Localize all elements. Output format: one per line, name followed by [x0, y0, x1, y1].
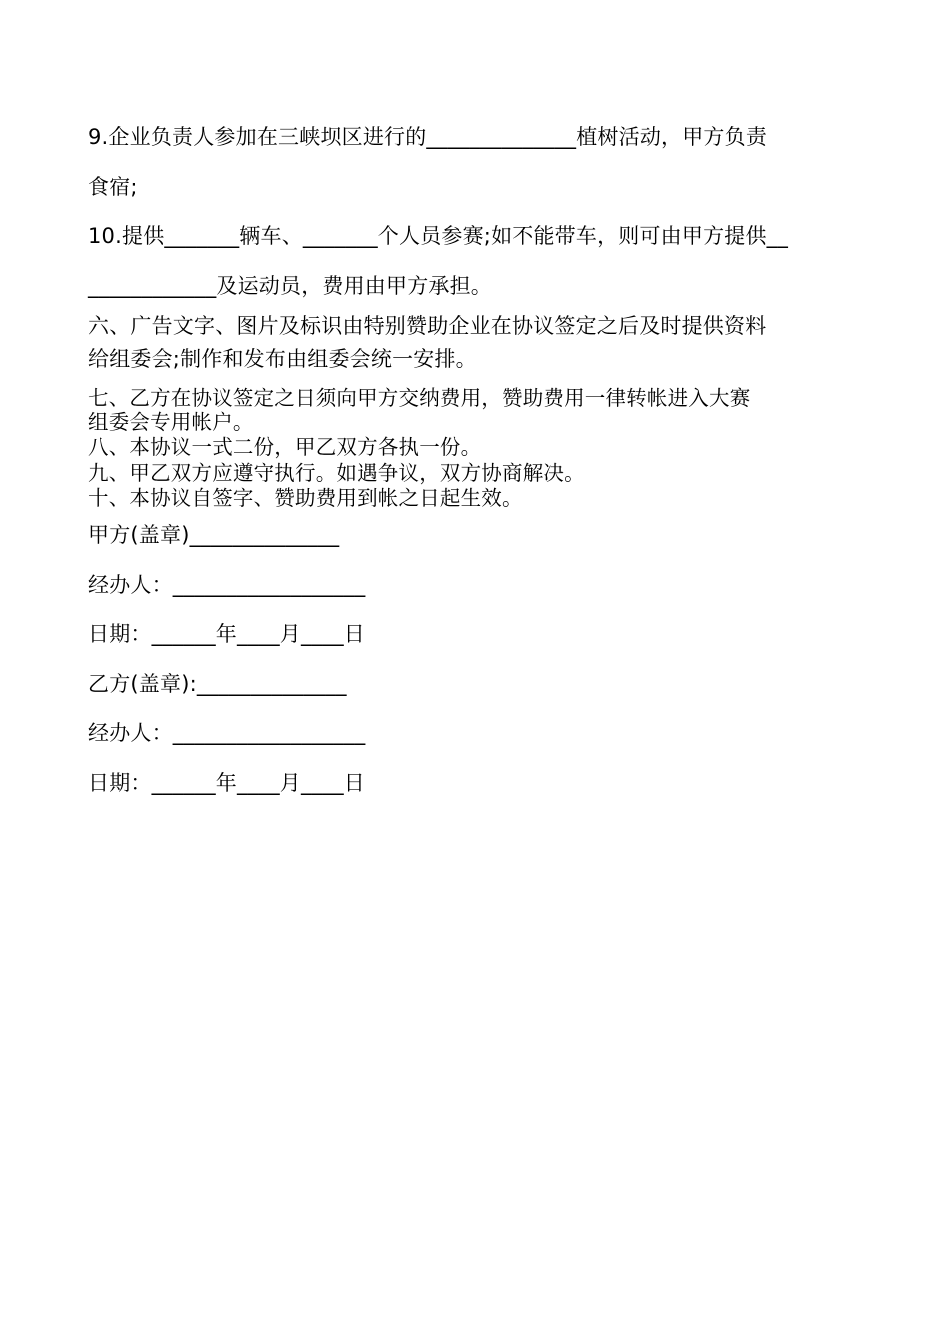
- clause-6-line-2: 给组委会;制作和发布由组委会统一安排。: [88, 347, 477, 371]
- clause-8: 八、本协议一式二份，甲乙双方各执一份。: [88, 435, 482, 459]
- clause-7-line-2: 组委会专用帐户。: [88, 410, 254, 434]
- clause-10-line-2: ____________及运动员，费用由甲方承担。: [88, 274, 492, 298]
- clause-10-line-1: 10.提供_______辆车、_______个人员参赛;如不能带车，则可由甲方提供__: [88, 224, 789, 248]
- party-a-seal: 甲方(盖章)______________: [88, 523, 340, 547]
- clause-10-effective: 十、本协议自签字、赞助费用到帐之日起生效。: [88, 486, 523, 510]
- party-a-agent: 经办人：__________________: [88, 573, 366, 597]
- clause-9-line-2: 食宿;: [88, 175, 138, 199]
- clause-6-line-1: 六、广告文字、图片及标识由特别赞助企业在协议签定之后及时提供资料: [88, 314, 767, 338]
- clause-9-line-1: 9.企业负责人参加在三峡坝区进行的______________植树活动，甲方负责: [88, 125, 768, 149]
- party-b-seal: 乙方(盖章):______________: [88, 672, 347, 696]
- party-a-date: 日期：______年____月____日: [88, 622, 365, 646]
- party-b-date: 日期：______年____月____日: [88, 771, 365, 795]
- clause-7-line-1: 七、乙方在协议签定之日须向甲方交纳费用，赞助费用一律转帐进入大赛: [88, 386, 751, 410]
- party-b-agent: 经办人：__________________: [88, 721, 366, 745]
- clause-9-dispute: 九、甲乙双方应遵守执行。如遇争议，双方协商解决。: [88, 461, 585, 485]
